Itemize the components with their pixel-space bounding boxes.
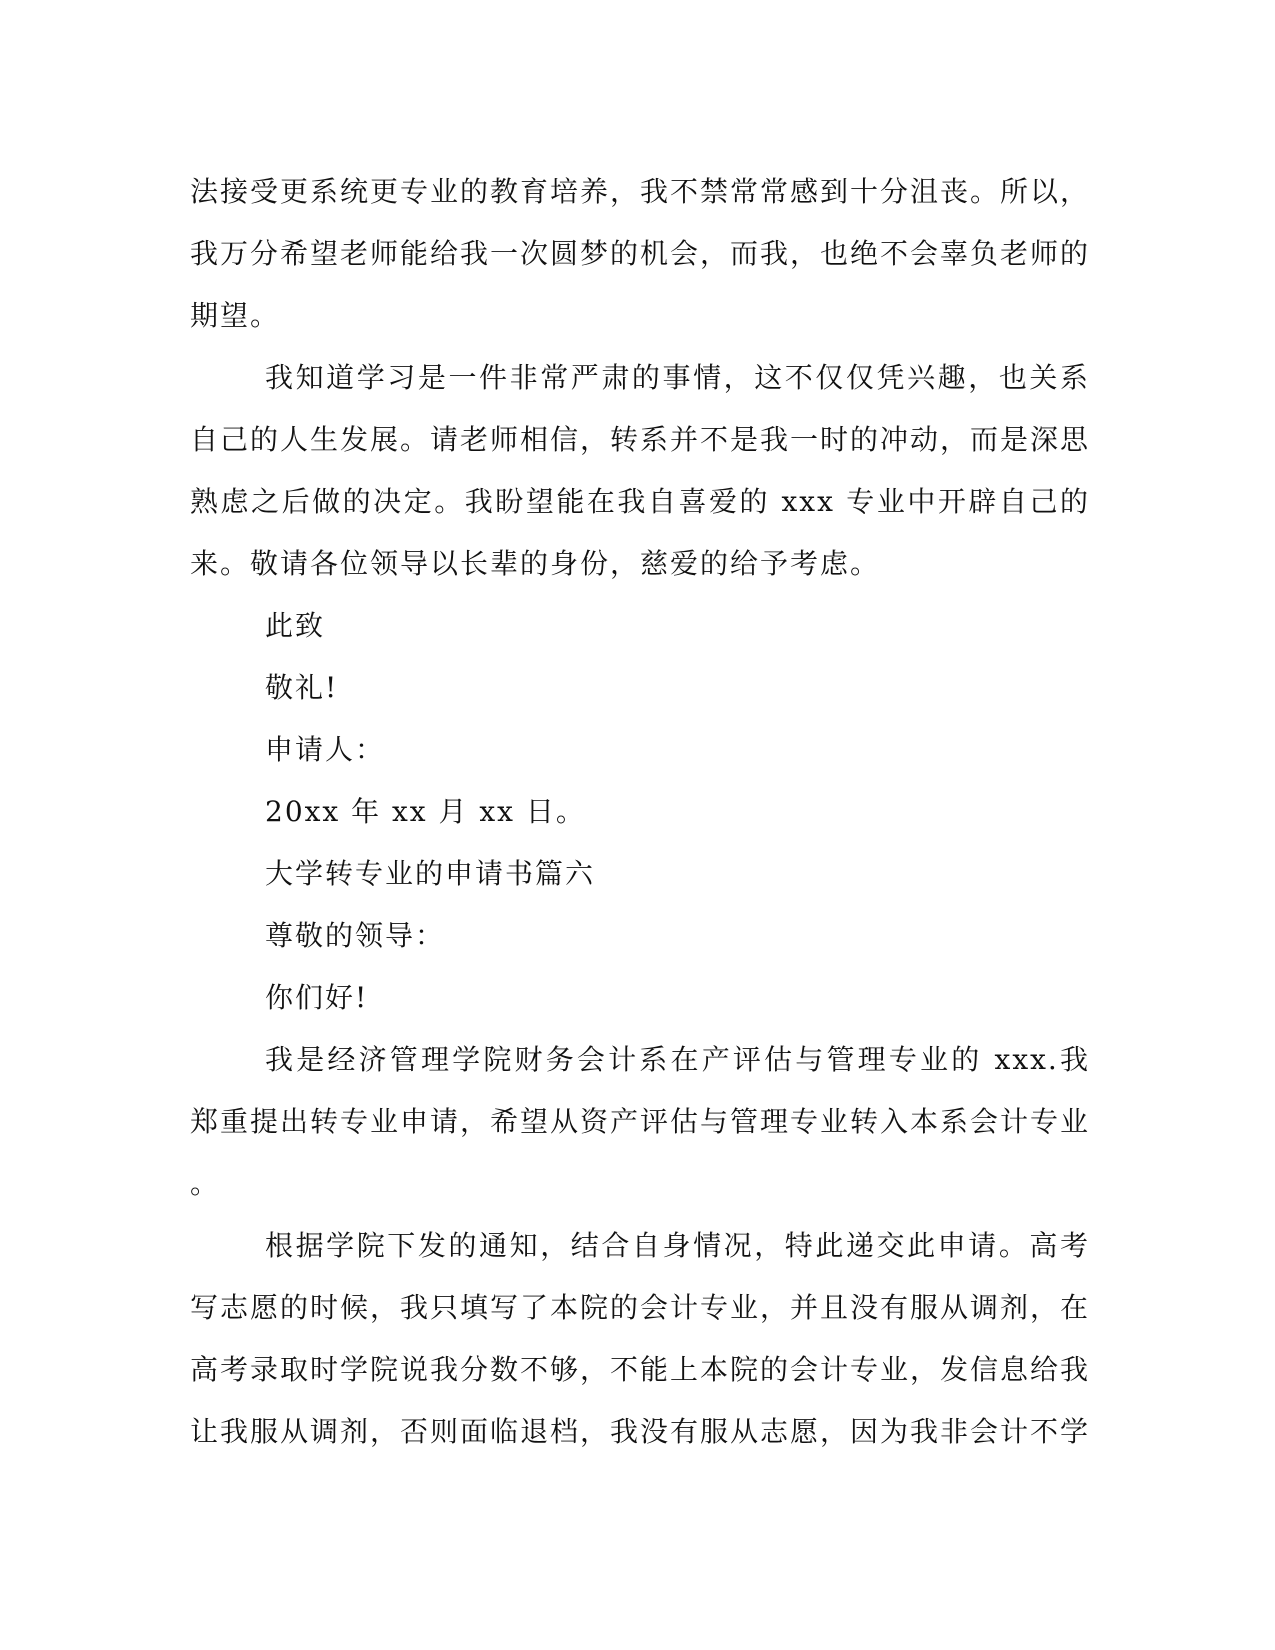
document-body: [190, 161, 1090, 1463]
text-line: 我万分希望老师能给我一次圆梦的机会，而我，也绝不会辜负老师的: [190, 237, 1090, 270]
text-line: 期望。: [190, 299, 281, 332]
text-line: 我知道学习是一件非常严肃的事情，这不仅仅凭兴趣，也关系: [265, 361, 1090, 394]
text-line: 熟虑之后做的决定。我盼望能在我自喜爱的 xxx 专业中开辟自己的: [190, 485, 1090, 518]
applicant-label: 申请人：: [265, 733, 386, 766]
text-line: 法接受更系统更专业的教育培养，我不禁常常感到十分沮丧。所以，: [190, 175, 1090, 208]
text-line: 根据学院下发的通知，结合自身情况，特此递交此申请。高考: [265, 1229, 1090, 1262]
text-line: 来。敬请各位领导以长辈的身份，慈爱的给予考虑。: [190, 547, 881, 580]
date-line: 20xx 年 xx 月 xx 日。: [265, 795, 586, 828]
greeting-line: 你们好!: [265, 981, 369, 1014]
closing-salutation: 此致: [265, 609, 326, 642]
text-line: 高考录取时学院说我分数不够，不能上本院的会计专业，发信息给我: [190, 1353, 1090, 1386]
text-line: 自己的人生发展。请老师相信，转系并不是我一时的冲动，而是深思: [190, 423, 1090, 456]
text-line: 郑重提出转专业申请，希望从资产评估与管理专业转入本系会计专业: [190, 1105, 1090, 1138]
section-title: 大学转专业的申请书篇六: [265, 857, 596, 890]
greeting-line: 尊敬的领导：: [265, 919, 446, 952]
closing-regards: 敬礼!: [265, 671, 339, 704]
text-line: 写志愿的时候，我只填写了本院的会计专业，并且没有服从调剂，在: [190, 1291, 1090, 1324]
text-line: 我是经济管理学院财务会计系在产评估与管理专业的 xxx.我: [265, 1043, 1090, 1076]
text-line: 。: [190, 1167, 221, 1200]
text-line: 让我服从调剂，否则面临退档，我没有服从志愿，因为我非会计不学: [190, 1415, 1090, 1448]
